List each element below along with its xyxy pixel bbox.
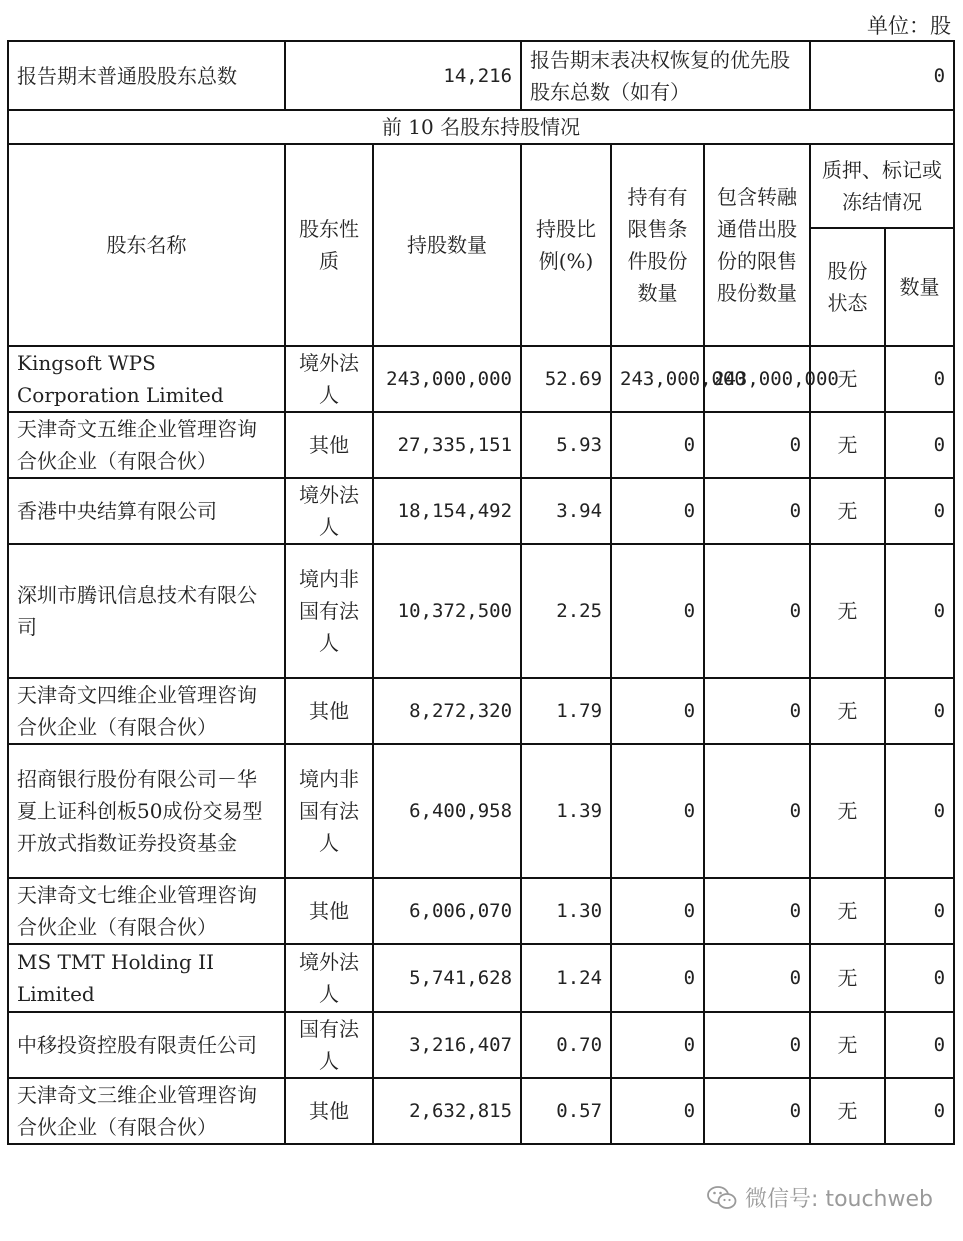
header-restricted: 持有有限售条件股份数量 [611, 144, 704, 346]
table-row [8, 944, 954, 1012]
share-ratio: 0.57 [521, 1078, 611, 1144]
share-ratio: 0.70 [521, 1012, 611, 1078]
table-row [8, 744, 954, 878]
header-name: 股东名称 [8, 144, 285, 346]
shareholder-name: 香港中央结算有限公司 [8, 478, 285, 544]
shareholder-name: Kingsoft WPS Corporation Limited [8, 346, 285, 412]
lending-restricted-shares: 0 [704, 544, 810, 678]
pledge-status: 无 [810, 944, 885, 1012]
share-quantity: 5,741,628 [373, 944, 521, 1012]
share-quantity: 243,000,000 [373, 346, 521, 412]
pledge-count: 0 [885, 1078, 954, 1144]
restricted-shares: 0 [611, 678, 704, 744]
shareholder-nature: 境外法人 [285, 478, 373, 544]
table-row [8, 478, 954, 544]
header-quantity: 持股数量 [373, 144, 521, 346]
header-row [8, 144, 954, 228]
table-cutoff [7, 1150, 953, 1158]
restricted-shares: 0 [611, 478, 704, 544]
pledge-status: 无 [810, 544, 885, 678]
shareholder-nature: 境外法人 [285, 944, 373, 1012]
wechat-icon [707, 1185, 737, 1211]
preferred-holders-value: 0 [810, 41, 954, 110]
pledge-status: 无 [810, 744, 885, 878]
restricted-shares: 0 [611, 544, 704, 678]
shareholder-nature: 其他 [285, 1078, 373, 1144]
table-row [8, 878, 954, 944]
header-lending: 包含转融通借出股份的限售股份数量 [704, 144, 810, 346]
preferred-holders-label: 报告期末表决权恢复的优先股股东总数（如有） [521, 41, 810, 110]
shareholder-name: 深圳市腾讯信息技术有限公司 [8, 544, 285, 678]
pledge-count: 0 [885, 1012, 954, 1078]
shareholder-table [7, 40, 955, 1145]
restricted-shares: 0 [611, 1012, 704, 1078]
lending-restricted-shares: 0 [704, 412, 810, 478]
restricted-shares: 243,000,000 [611, 346, 704, 412]
shareholder-name: 中移投资控股有限责任公司 [8, 1012, 285, 1078]
pledge-status: 无 [810, 478, 885, 544]
share-ratio: 1.79 [521, 678, 611, 744]
shareholder-name: 天津奇文七维企业管理咨询合伙企业（有限合伙） [8, 878, 285, 944]
lending-restricted-shares: 0 [704, 944, 810, 1012]
share-quantity: 6,400,958 [373, 744, 521, 878]
summary-row [8, 41, 954, 110]
pledge-status: 无 [810, 346, 885, 412]
share-quantity: 3,216,407 [373, 1012, 521, 1078]
header-pledge-status: 股份状态 [810, 228, 885, 346]
restricted-shares: 0 [611, 878, 704, 944]
shareholder-rows [8, 346, 954, 1144]
section-title: 前 10 名股东持股情况 [8, 110, 954, 144]
lending-restricted-shares: 0 [704, 1012, 810, 1078]
table-row [8, 346, 954, 412]
share-quantity: 27,335,151 [373, 412, 521, 478]
share-ratio: 1.30 [521, 878, 611, 944]
shareholder-nature: 其他 [285, 678, 373, 744]
pledge-count: 0 [885, 678, 954, 744]
shareholder-nature: 其他 [285, 412, 373, 478]
shareholder-nature: 其他 [285, 878, 373, 944]
lending-restricted-shares: 0 [704, 478, 810, 544]
pledge-status: 无 [810, 678, 885, 744]
pledge-count: 0 [885, 544, 954, 678]
header-ratio: 持股比例(%) [521, 144, 611, 346]
header-pledge-count: 数量 [885, 228, 954, 346]
lending-restricted-shares: 243,000,000 [704, 346, 810, 412]
pledge-status: 无 [810, 1012, 885, 1078]
header-pledge: 质押、标记或冻结情况 [810, 144, 954, 228]
lending-restricted-shares: 0 [704, 678, 810, 744]
shareholder-name: MS TMT Holding II Limited [8, 944, 285, 1012]
common-holders-value: 14,216 [285, 41, 521, 110]
lending-restricted-shares: 0 [704, 878, 810, 944]
pledge-count: 0 [885, 412, 954, 478]
shareholder-nature: 境外法人 [285, 346, 373, 412]
table-row [8, 412, 954, 478]
shareholder-nature: 境内非国有法人 [285, 744, 373, 878]
share-quantity: 6,006,070 [373, 878, 521, 944]
restricted-shares: 0 [611, 744, 704, 878]
header-nature: 股东性质 [285, 144, 373, 346]
shareholder-name: 招商银行股份有限公司－华夏上证科创板50成份交易型开放式指数证券投资基金 [8, 744, 285, 878]
pledge-count: 0 [885, 744, 954, 878]
shareholder-nature: 国有法人 [285, 1012, 373, 1078]
pledge-count: 0 [885, 944, 954, 1012]
share-ratio: 3.94 [521, 478, 611, 544]
table-row [8, 678, 954, 744]
watermark [707, 1182, 933, 1213]
unit-label: 单位：股 [867, 14, 951, 38]
table-row [8, 1012, 954, 1078]
restricted-shares: 0 [611, 944, 704, 1012]
lending-restricted-shares: 0 [704, 744, 810, 878]
share-ratio: 1.24 [521, 944, 611, 1012]
shareholder-nature: 境内非国有法人 [285, 544, 373, 678]
share-ratio: 1.39 [521, 744, 611, 878]
pledge-status: 无 [810, 412, 885, 478]
pledge-status: 无 [810, 878, 885, 944]
share-quantity: 2,632,815 [373, 1078, 521, 1144]
share-quantity: 10,372,500 [373, 544, 521, 678]
pledge-count: 0 [885, 346, 954, 412]
lending-restricted-shares: 0 [704, 1078, 810, 1144]
share-quantity: 18,154,492 [373, 478, 521, 544]
shareholder-name: 天津奇文五维企业管理咨询合伙企业（有限合伙） [8, 412, 285, 478]
share-ratio: 52.69 [521, 346, 611, 412]
shareholder-name: 天津奇文三维企业管理咨询合伙企业（有限合伙） [8, 1078, 285, 1144]
restricted-shares: 0 [611, 1078, 704, 1144]
share-ratio: 5.93 [521, 412, 611, 478]
common-holders-label: 报告期末普通股股东总数 [8, 41, 285, 110]
share-ratio: 2.25 [521, 544, 611, 678]
pledge-count: 0 [885, 478, 954, 544]
section-title-row [8, 110, 954, 144]
pledge-status: 无 [810, 1078, 885, 1144]
shareholder-name: 天津奇文四维企业管理咨询合伙企业（有限合伙） [8, 678, 285, 744]
table-row [8, 544, 954, 678]
restricted-shares: 0 [611, 412, 704, 478]
pledge-count: 0 [885, 878, 954, 944]
table-row [8, 1078, 954, 1144]
share-quantity: 8,272,320 [373, 678, 521, 744]
watermark-text: 微信号: touchweb [745, 1187, 933, 1212]
